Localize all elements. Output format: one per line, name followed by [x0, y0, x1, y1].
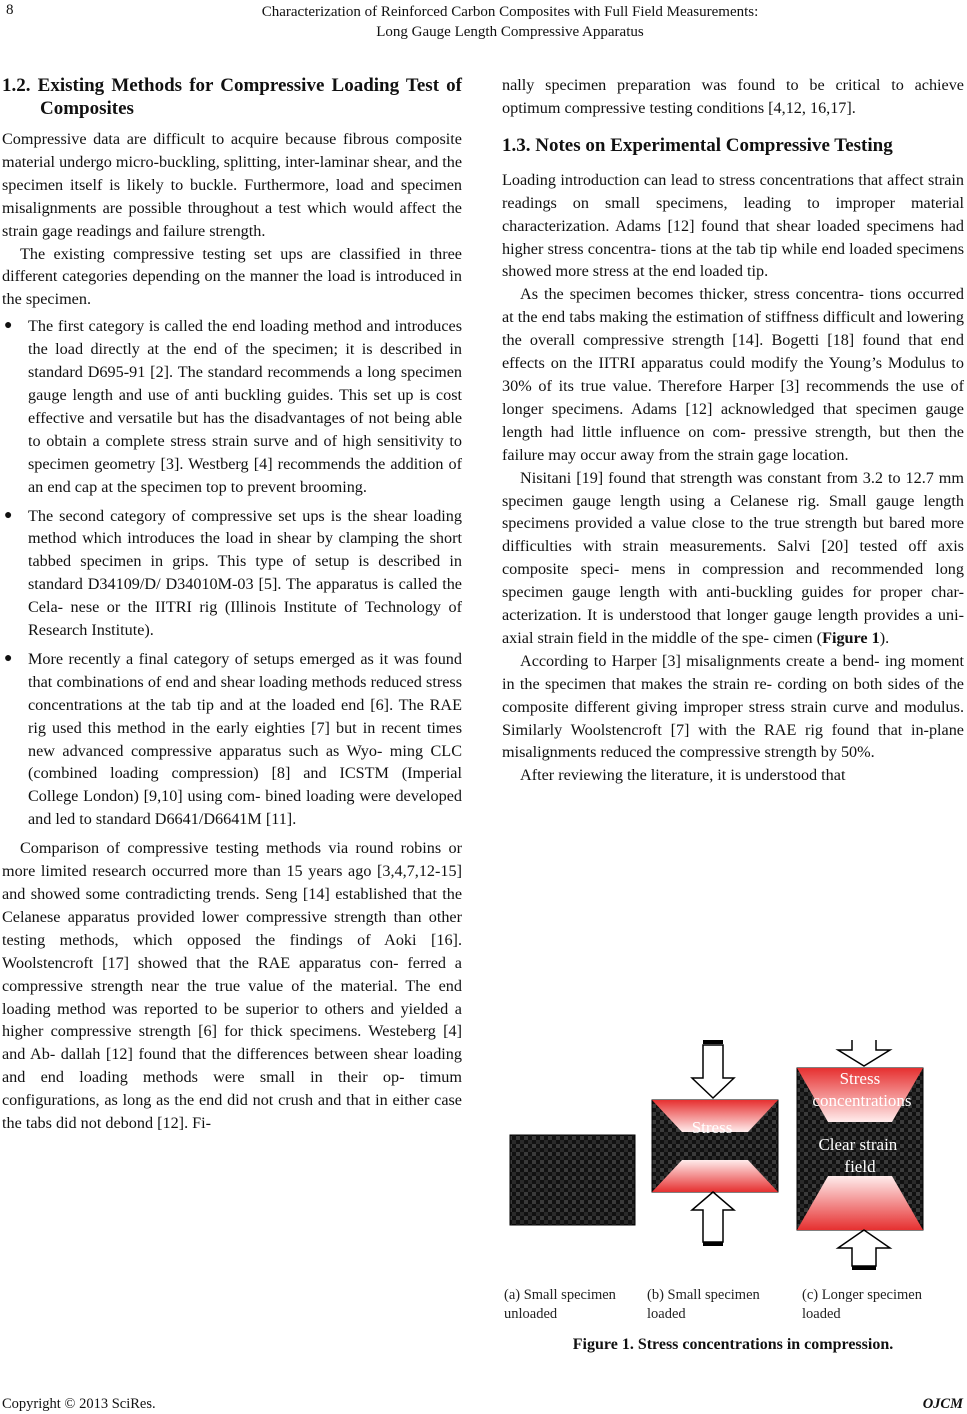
clear-strain-field-label: Clear strain field [818, 1135, 898, 1176]
list-item: ● More recently a final category of setups emerged as it was found that combinations of end and shear loading methods reduced stress concentrations at the tab tip and at the loaded end [6]. The RAE rig used this method in the early eighties [7] but in recent times new advanced compressive apparatus such as Wyo- ming CLC (combined loading compression) [8] and ICSTM (Imperial College London) [9,10] using com- bined loading were developed and led to standard D6641/D6641M [11]. [4, 649, 462, 829]
paragraph: Loading introduction can lead to stress concentrations that affect strain readings on small specimens, leading to improper material characterization. Adams [12] found that shear loaded specimens had higher stress concentra- tions at the tab tip while end loaded specimens showed more stress at the end loaded tip. [502, 170, 964, 281]
stress-concentrations-label: Stress concentrations [812, 1069, 912, 1110]
bullet-icon: ● [4, 650, 13, 666]
specimen-c [797, 1068, 923, 1230]
figure-reference: Figure 1 [822, 628, 880, 647]
specimen-a [510, 1135, 635, 1225]
paragraph: Nisitani [19] found that strength was constant from 3.2 to 12.7 mm specimen gauge length using a Celanese rig. Small gauge length specimens provided a value close to the true strength but bared more difficulties with strain measurements. Salvi [20] tested off axis composite speci- mens in compression and recommended long specimen gauge length with anti-buckling guides for proper char- acterization. It is understood that longer gauge length provides a uni-axial strain field in the middle of the spe- cimen (Figure 1). [502, 468, 964, 647]
left-column [2, 74, 462, 1135]
bullet-list [2, 315, 462, 831]
caption-a: (a) Small specimen unloaded [504, 1287, 616, 1322]
footer-journal: OJCM [922, 1396, 963, 1412]
section-heading-1-2: 1.2. Existing Methods for Compressive Loading Test of Composites [2, 75, 462, 119]
bullet-icon: ● [4, 507, 13, 523]
caption-c: (c) Longer specimen loaded [802, 1287, 922, 1322]
paragraph: After reviewing the literature, it is understood that [520, 766, 846, 785]
paragraph: Compressive data are difficult to acquire because fibrous composite material undergo micro-buckling, splitting, inter-laminar shear, and the specimen itself is likely to buckle. Furthermore, load and specimen misalignments are possible throughout a test which would affect the strain gage readings and failure strength. [2, 130, 462, 240]
arrow-down-icon [692, 1040, 734, 1098]
arrow-up-icon [692, 1192, 734, 1246]
paragraph: The existing compressive testing set ups are classified in three different categories depending on the manner the load is introduced in the specimen. [2, 244, 462, 309]
running-header [160, 2, 860, 42]
paragraph: As the specimen becomes thicker, stress concentra- tions occurred at the end tabs making the estimation of stiffness difficult and lowering the overall compressive strength [14]. Bogetti [18] found that end effects on the IITRI apparatus could modify the Young’s Modulus to 30% of its true value. Therefore Harper [3] recommends the use of longer specimens. Adams [12] acknowledged that specimen gauge length had little influence on com- pressive strength, but then the failure may occur away from the strain gage location. [502, 285, 964, 464]
bullet-icon: ● [4, 318, 13, 334]
header-title-line1: Characterization of Reinforced Carbon Composites with Full Field Measurements: [261, 4, 759, 20]
list-item: ● The second category of compressive set ups is the shear loading method which introduces the load in shear by clamping the short tabbed specimen in grips. This type of setup is described in standard D34109/D/ D34010M-03 [5]. The apparatus is called the Cela- nese or the IITRI rig (Illinois Institute of Technology of Research Institute). [4, 506, 462, 640]
paragraph: According to Harper [3] misalignments create a bend- ing moment in the specimen that makes the strain re- cording on both sides of the composite different giving improper stress strain curve and modulus. Similarly Woolstencroft [7] with the RAE rig found that in-plane misalignments reduced the compressive strength by 50%. [502, 651, 964, 762]
paragraph: Comparison of compressive testing methods via round robins or more limited research occurred more than 15 years ago [3,4,7,12-15] and showed some contradicting trends. Seng [14] established that the Celanese apparatus provided lower compressive strength than other testing methods, which opposed the findings of Aoki [16]. Woolstencroft [17] showed that the RAE apparatus con- ferred a compressive strength near the true value of the material. The end loading method was reported to be superior to others and yielded a higher compressive strength [6] for thick specimens. Westeberg [4] and Ab- dallah [12] found that the differences between shear loading and end loading methods were small in their op- timum configurations, as long as the end did not crush and that in either case the tabs did not debond [12]. Fi- [2, 839, 462, 1133]
footer-copyright: Copyright © 2013 SciRes. [2, 1396, 156, 1412]
caption-b: (b) Small specimen loaded [647, 1287, 760, 1322]
stress-label-b: Stress [691, 1118, 733, 1137]
paragraph: nally specimen preparation was found to be critical to achieve optimum compressive testing conditions [4,12, 16,17]. [502, 76, 964, 117]
arrow-down-icon [838, 1040, 890, 1066]
header-title-line2: Long Gauge Length Compressive Apparatus [376, 24, 644, 40]
arrow-up-icon [838, 1230, 890, 1270]
specimen-b [652, 1100, 778, 1192]
figure-caption: Figure 1. Stress concentrations in compression. [572, 1336, 894, 1353]
page-number: 8 [6, 2, 14, 18]
section-heading-1-3: 1.3. Notes on Experimental Compressive Testing [502, 134, 893, 156]
right-column [502, 74, 964, 787]
list-item: ● The first category is called the end loading method and introduces the load directly at the end of the specimen; it is described in standard D695-91 [2]. The standard recommends a long specimen gauge length and use of anti buckling guides. This set up is cost effective and versatile but has the disadvantages of not being able to obtain a complete stress strain surve and of high sensitivity to specimen geometry [3]. Westberg [4] recommends the addition of an end cap at the specimen top to prevent brooming. [4, 317, 462, 496]
